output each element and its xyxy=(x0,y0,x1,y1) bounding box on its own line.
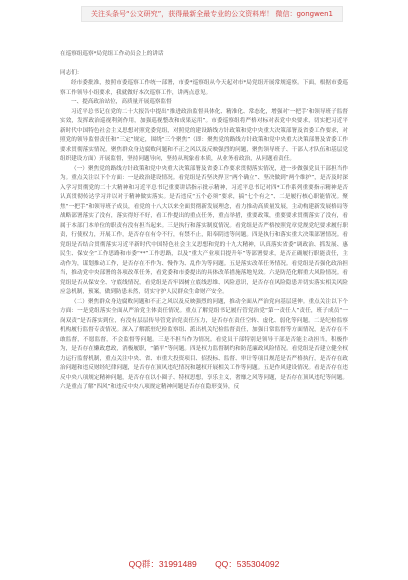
document-greeting: 同志们： xyxy=(60,69,83,76)
document-body xyxy=(60,50,348,393)
section-heading: 一、提高政治站位，高质量开展巡察监督 xyxy=(71,99,172,105)
paragraph: 习近平总书记在党的二十大报告中提出“推进政治监督具体化、精准化、常态化，增强对‘一把手’和领导班子监督实效，发挥政治巡视利剑作用，加强巡视整改和成果运用”。市委巡察组将严格对标对表党中央要求，切实把习近平新时代中国特色社会主义思想对照党委党组，对照党的建设路线方针政策和党中央重大决策部署及省委工作要求，对照党的领导监督责任和“三定”规定，围绕“三个聚焦”（即：聚焦党的路线方针政策和党中央重大决策部署及省委工作要求贯彻落实情况，聚焦群众身边腐败问题和不正之风以及反映强烈的问题，聚焦领导班子、干部人才队伍和基层党组织建设方面）开展监督，坚持问题导向，坚持从现象看本质，从业务看政治，从问题看责任。 xyxy=(60,108,348,162)
paragraph: （二）聚焦群众身边腐败问题和不正之风以及反映强烈的问题，推动全面从严治党向基层延伸。重点关注以下个方面：一是党组落实全面从严治党主体责任情况。重点了解党组书记履行管党治党“第一责任人”责任，班子成员“一岗双责”是否落实到位，有没有层层传导管党治党责任压力，是否存在责任空转、虚化、弱化等问题。二是纪检监察机构履行监督专责情况。深入了解派驻纪检监察组、派出机关纪检监督责任，加强日常监督等方面情况，是否存在不敢监督，不愿监督，不会监督等问题。三是不担当作为情况。看党员干部特别是领导干部是否能主动担当，积极作为，是否存在懒政怠政，消极履职，“躺平”等问题。四是权力监督制约和防范廉政风险情况。看党组是否建立健全权力运行监督机制，重点关注中央、省、市重大投资项目、招投标、监督、审计等项目规范是否严格执行，是否存在政治问题和违反财经纪律问题，是否存在顶风违纪情况和越权开展相关工作等问题。五是作风建设情况。看是否存在违反中央八项规定精神问题，是否存在以小圈子、特权思想，享乐主义，奢靡之风等问题，是否存在顶风违纪等问题。六是重点了解“四风”和违反中央八项规定精神问题是否存在隐形变异，反 xyxy=(60,298,348,390)
promo-banner: 关注头条号“公文研究”，获得最新全最专业的公文资料库！ 微信：gongwen1 xyxy=(81,6,343,22)
qq-text: QQ：535304092 xyxy=(215,559,280,569)
qq-group-text: QQ群：31991489 xyxy=(128,559,197,569)
paragraph: （一）聚焦党的路线方针政策和党中央重大决策部署及省委工作要求贯彻落实情况，进一步做强党员干部担当作为。重点关注以下个方面：一是政治建设情况。看党组是否坚决捍卫“两个确立”、坚决做到“两个维护”，是否及时深入学习贯彻党的二十大精神和习近平总书记重要讲话指示批示精神，习近平总书记对四*工作系列重要指示精神是否认真贯彻传达学习并以对于精神做实落实。是否违反“五个必须”要求，搞“七个有之”、二是履行核心职能情况。聚焦“一把手”和领导班子成员，看党的十八大以来全面贯彻新发展理念，看力推动高质量发展，主动构建新发展格局等战略部署落实了没有，落实得好不好，看工作提出的重点任务，重点举措，重要政策，重要要求贯彻落实了没有，看属于本部门本单位的职责有没有担当起来。三是执行和落实制度情况。看党组是否严格按照党章党规党纪要求履行职责，行使权力，开展工作，是否存在有令不行，有禁不止，阳奉阴违等问题。四是执行和落实重大决策部署情况。看党组是否结合贯彻落实习近平新时代中国特色社会主义思想和党的十九大精神，认真落实省委“调政治、抓发展、惠民生、保安全”工作思路和市委“**”工作思路，以及“重大产业项目提升年”等部署要求，是否正确履行职能责任，主动作为，谋划推动工作，是否存在不作为、慢作为、乱作为等问题。五是落实改革任务情况。看党组是否强化政治担当，推动党中央部署的各项改革任务，看党委和市委提出的具体改革措施落地见效。六是防范化解重大风险情况。看党组是否从保安全、守底线情况，看党组是否牢固树立底线思维、风险意识，是否存在风险隐患并切实落实相关风险应急机制，预案，做到防患未然，切实守护人民群众生命财产安全。 xyxy=(60,165,348,295)
paragraph-intro: 经市委批准，按照市委巡察工作统一部署，市委*巡察组从今天起对市*局党组开展常规巡察。下面，根据市委巡察工作领导小组要求，我就做好本次巡察工作，讲两点意见。 xyxy=(60,80,348,96)
document-title: 在巡察组巡察*局党组工作动员会上的讲话 xyxy=(60,51,164,57)
contact-footer xyxy=(0,558,408,570)
